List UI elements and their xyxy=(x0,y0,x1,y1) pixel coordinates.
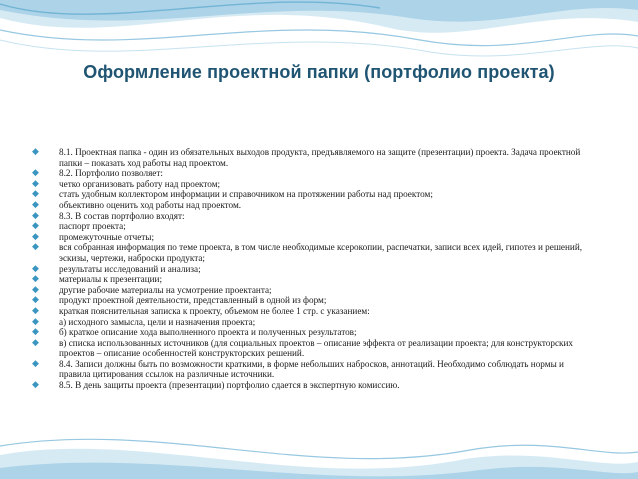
diamond-bullet-icon: ◆ xyxy=(32,327,39,338)
list-item: ◆ 8.3. В состав портфолио входят: xyxy=(32,210,185,221)
content-list xyxy=(32,147,592,391)
list-item: ◆ промежуточные отчеты; xyxy=(32,231,155,242)
diamond-bullet-icon: ◆ xyxy=(32,221,39,232)
list-item: ◆ материалы к презентации; xyxy=(32,274,163,285)
list-item: ◆ паспорт проекта; xyxy=(32,221,126,232)
list-item: ◆ продукт проектной деятельности, представленный в одной из форм; xyxy=(32,295,327,306)
list-item: ◆ результаты исследований и анализа; xyxy=(32,263,201,274)
list-item: ◆ 8.4. Записи должны быть по возможности краткими, в форме небольших набросков, аннотаций. Необходимо соблюдать нормы и правила цитирования ссылок на различные источники. xyxy=(32,358,564,380)
diamond-bullet-icon: ◆ xyxy=(32,316,39,327)
diamond-bullet-icon: ◆ xyxy=(32,274,39,285)
diamond-bullet-icon: ◆ xyxy=(32,295,39,306)
list-item: ◆ б) краткое описание хода выполненного проекта и полученных результатов; xyxy=(32,327,357,338)
list-item: ◆ 8.2. Портфолио позволяет: xyxy=(32,168,163,179)
diamond-bullet-icon: ◆ xyxy=(32,210,39,221)
list-item: ◆ вся собранная информация по теме проекта, в том числе необходимые ксерокопии, распечатки, записи всех идей, гипотез и решений, эскизы, чертежи, наброски продукта; xyxy=(32,242,583,263)
diamond-bullet-icon: ◆ xyxy=(32,263,39,274)
diamond-bullet-icon: ◆ xyxy=(32,358,39,369)
list-item: ◆ в) списка использованных источников (для социальных проектов – описание эффекта от реализации проекта; для конструкторских проектов – описание особенностей конструкторских решений. xyxy=(32,337,574,359)
diamond-bullet-icon: ◆ xyxy=(32,147,39,157)
list-item: ◆ а) исходного замысла, цели и назначения проекта; xyxy=(32,316,256,327)
diamond-bullet-icon: ◆ xyxy=(32,178,39,189)
diamond-bullet-icon: ◆ xyxy=(32,337,39,348)
list-item: ◆ 8.5. В день защиты проекта (презентации) портфолио сдается в экспертную комиссию. xyxy=(32,380,400,391)
list-item: ◆ четко организовать работу над проектом; xyxy=(32,178,221,189)
diamond-bullet-icon: ◆ xyxy=(32,231,39,242)
list-item: ◆ объективно оценить ход работы над проектом. xyxy=(32,199,242,210)
list-item: ◆ 8.1. Проектная папка - один из обязательных выходов продукта, предъявляемого на защите (презентации) проекта. Задача проектной папки – показать ход работы над проектом. xyxy=(32,147,581,168)
diamond-bullet-icon: ◆ xyxy=(32,242,39,253)
list-item: ◆ стать удобным коллектором информации и справочником на протяжении работы над проектом; xyxy=(32,189,433,200)
diamond-bullet-icon: ◆ xyxy=(32,305,39,316)
diamond-bullet-icon: ◆ xyxy=(32,199,39,210)
diamond-bullet-icon: ◆ xyxy=(32,380,39,391)
diamond-bullet-icon: ◆ xyxy=(32,189,39,200)
diamond-bullet-icon: ◆ xyxy=(32,168,39,179)
diamond-bullet-icon: ◆ xyxy=(32,284,39,295)
slide-title: Оформление проектной папки (портфолио проекта) xyxy=(83,62,555,82)
list-item: ◆ другие рабочие материалы на усмотрение проектанта; xyxy=(32,284,272,295)
list-item: ◆ краткая пояснительная записка к проекту, объемом не более 1 стр. с указанием: xyxy=(32,305,370,316)
